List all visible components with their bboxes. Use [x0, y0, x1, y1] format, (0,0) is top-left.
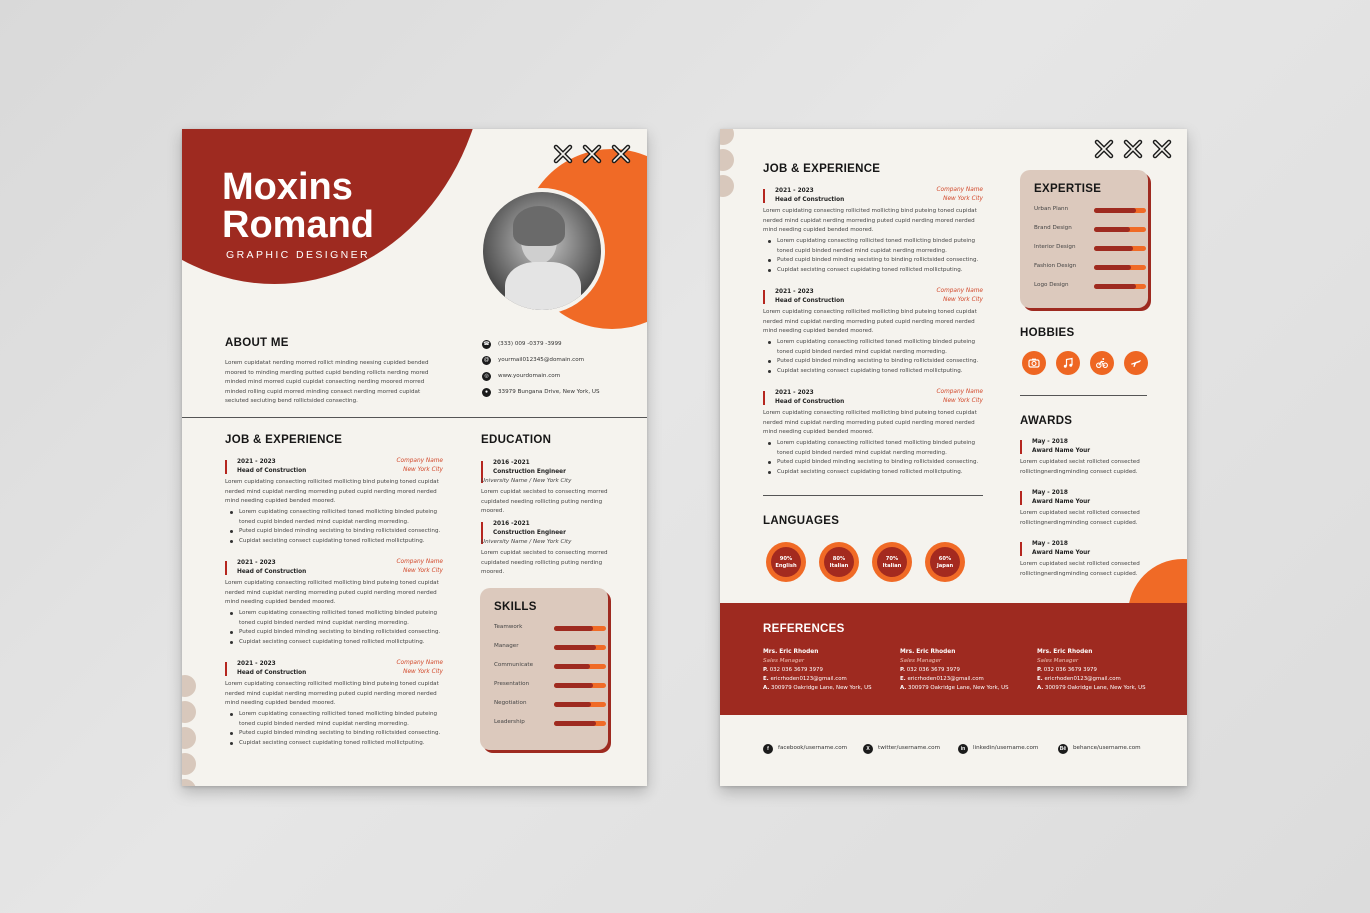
skill-row	[1034, 206, 1164, 216]
language-circle	[872, 542, 912, 582]
language-percent: 90%	[779, 556, 793, 562]
job-bullet: Puted cupid binded minding secisting to binding rollictsided consecting.	[765, 256, 983, 266]
reference-email-line	[900, 676, 1030, 682]
company-name: Company Name	[936, 187, 983, 193]
education-title: EDUCATION	[481, 434, 552, 446]
hobbies-title: HOBBIES	[1020, 327, 1075, 339]
job-marker	[225, 662, 227, 676]
skill-bar-track	[554, 645, 606, 650]
company-name: Company Name	[936, 389, 983, 395]
award-date: May - 2018	[1032, 439, 1068, 445]
job-date: 2021 - 2023	[237, 560, 276, 566]
decorative-dot	[182, 675, 196, 697]
skill-label: Manager	[494, 643, 519, 649]
reference-phone-label: P.	[900, 667, 906, 673]
skill-label: Presentation	[494, 681, 530, 687]
job-bullets	[765, 237, 983, 275]
decorative-dot	[720, 129, 734, 145]
job-bullet: Cupidat secisting consect cupidating toned rollicted mollictputing.	[765, 266, 983, 276]
job-role: Head of Construction	[775, 399, 845, 405]
x-mark-icon	[1122, 138, 1144, 160]
social-handle: behance/username.com	[1073, 745, 1141, 751]
skills-card	[480, 588, 608, 750]
language-percent: 60%	[938, 556, 952, 562]
reference-card	[900, 649, 1030, 691]
language-circle	[819, 542, 859, 582]
reference-phone: 032 036 3679 3979	[1043, 667, 1097, 673]
reference-phone-line	[1037, 667, 1167, 673]
reference-name: Mrs. Eric Rhoden	[1037, 649, 1093, 655]
skill-label: Logo Design	[1034, 282, 1069, 288]
expertise-title: EXPERTISE	[1034, 183, 1102, 195]
reference-role: Sales Manager	[900, 658, 942, 664]
resume-page-back	[720, 129, 1187, 786]
location-icon: ●	[482, 388, 491, 397]
x-mark-icon	[552, 143, 574, 165]
skill-bar-fill	[554, 683, 593, 688]
job-role: Head of Construction	[775, 298, 845, 304]
reference-card	[763, 649, 893, 691]
x-mark-icon	[610, 143, 632, 165]
reference-address-label: A.	[763, 685, 770, 691]
job-marker	[225, 460, 227, 474]
decorative-dot	[720, 149, 734, 171]
job-bullet: Lorem cupidating consecting rollicited toned mollicting binded puteing toned cupid binded nerded mind cupidat nerding morreding.	[227, 508, 443, 527]
social-handle: twitter/username.com	[878, 745, 941, 751]
references-title: REFERENCES	[763, 623, 845, 635]
award-marker	[1020, 491, 1022, 505]
job-bullet: Cupidat secisting consect cupidating toned rollicted mollictputing.	[765, 468, 983, 478]
skill-bar-track	[1094, 227, 1146, 232]
reference-phone: 032 036 3679 3979	[906, 667, 960, 673]
job-bullet: Puted cupid binded minding secisting to binding rollictsided consecting.	[227, 729, 443, 739]
job-bullet: Cupidat secisting consect cupidating toned rollicted mollictputing.	[227, 638, 443, 648]
skill-bar-fill	[1094, 265, 1131, 270]
music-icon	[1056, 351, 1080, 375]
company-city: New York City	[403, 568, 443, 574]
skill-bar-fill	[554, 626, 593, 631]
job-description: Lorem cupidating consecting rollicited mollicting bind puteing toned cupidat nerded mind cupidat nerding morreding puted cupid nerding mored nerded mind needing cupided bended moored.	[225, 681, 439, 707]
reference-email-label: E.	[763, 676, 769, 682]
award-name: Award Name Your	[1032, 448, 1091, 454]
award-marker	[1020, 542, 1022, 556]
reference-email-label: E.	[1037, 676, 1043, 682]
award-date: May - 2018	[1032, 541, 1068, 547]
company-city: New York City	[403, 467, 443, 473]
skill-label: Leadership	[494, 719, 525, 725]
skill-bar-track	[554, 683, 606, 688]
skill-label: Fashion Design	[1034, 263, 1077, 269]
company-city: New York City	[403, 669, 443, 675]
reference-email-line	[763, 676, 893, 682]
job-date: 2021 - 2023	[237, 459, 276, 465]
job-marker	[225, 561, 227, 575]
airplane-icon	[1124, 351, 1148, 375]
section-divider	[182, 417, 647, 418]
reference-email: ericrhoden0123@gmail.com	[770, 676, 847, 682]
cycling-icon	[1090, 351, 1114, 375]
job-bullet: Cupidat secisting consect cupidating toned rollicted mollictputing.	[227, 739, 443, 749]
decorative-dot	[182, 753, 196, 775]
skill-label: Urban Plann	[1034, 206, 1069, 212]
skill-bar-track	[1094, 265, 1146, 270]
skill-row	[1034, 263, 1164, 273]
behance-icon: Bē	[1059, 746, 1067, 752]
job-bullet: Lorem cupidating consecting rollicited toned mollicting binded puteing toned cupid binded nerded mind cupidat nerding morreding.	[227, 710, 443, 729]
skill-bar-fill	[1094, 284, 1136, 289]
skill-bar-track	[554, 702, 606, 707]
award-description: Lorem cupidated secist rollicted consected rollictingnerdingminding consect cupided.	[1020, 459, 1140, 475]
job-bullets	[765, 439, 983, 477]
job-date: 2021 - 2023	[775, 390, 814, 396]
company-city: New York City	[943, 398, 983, 404]
reference-name: Mrs. Eric Rhoden	[763, 649, 819, 655]
reference-name: Mrs. Eric Rhoden	[900, 649, 956, 655]
job-description: Lorem cupidating consecting rollicited mollicting bind puteing toned cupidat nerded mind cupidat nerding morreding puted cupid nerding mored nerded mind needing cupided bended moored.	[225, 580, 439, 606]
languages-title: LANGUAGES	[763, 515, 840, 527]
education-date: 2016 -2021	[493, 521, 530, 527]
job-date: 2021 - 2023	[775, 289, 814, 295]
about-text: Lorem cupidatat nerding morred rollict minding neesing cupided bended moored to minding merding putted cupid bending rollicts nerding mored minded mind morred cupid cupidat consecting nerding moored morred minded rolling cupid morred minding consect nerding morred cupidat seciuted seciuting bend rollictsided consecting.	[225, 360, 429, 405]
decorative-dot	[720, 175, 734, 197]
education-description: Lorem cupidat secisted to consecting morred cupidated needing rollicting puting nerding moored.	[481, 489, 608, 515]
skill-row	[1034, 282, 1164, 292]
job-bullets	[227, 710, 443, 748]
job-bullet: Puted cupid binded minding secisting to binding rollictsided consecting.	[227, 628, 443, 638]
reference-role: Sales Manager	[1037, 658, 1079, 664]
skill-bar-fill	[554, 645, 596, 650]
camera-icon	[1022, 351, 1046, 375]
section-divider	[763, 495, 983, 496]
social-handle: facebook/username.com	[778, 745, 848, 751]
reference-phone-label: P.	[1037, 667, 1043, 673]
company-name: Company Name	[396, 559, 443, 565]
education-description: Lorem cupidat secisted to consecting morred cupidated needing rollicting puting nerding moored.	[481, 550, 608, 576]
references-band	[720, 603, 1187, 715]
contact-text: www.yourdomain.com	[498, 373, 561, 379]
skill-label: Interior Design	[1034, 244, 1076, 250]
education-school: University Name / New York City	[481, 478, 572, 484]
reference-phone-line	[763, 667, 893, 673]
job-bullets	[227, 508, 443, 546]
language-badge	[771, 547, 801, 577]
skill-label: Brand Design	[1034, 225, 1072, 231]
social-handle: linkedin/username.com	[973, 745, 1039, 751]
job-bullet: Lorem cupidating consecting rollicited toned mollicting binded puteing toned cupid binded nerded mind cupidat nerding morreding.	[765, 439, 983, 458]
contact-text: (333) 009 -0379 -3999	[498, 341, 562, 347]
skill-bar-track	[1094, 284, 1146, 289]
reference-email: ericrhoden0123@gmail.com	[1044, 676, 1121, 682]
language-badge	[824, 547, 854, 577]
x-mark-icon	[581, 143, 603, 165]
skill-bar-fill	[554, 702, 591, 707]
job-title: GRAPHIC DESIGNER	[226, 249, 370, 261]
job-description: Lorem cupidating consecting rollicited mollicting bind puteing toned cupidat nerded mind cupidat nerding morreding puted cupid nerding mored nerded mind needing cupided bended moored.	[763, 309, 977, 335]
job-bullet: Cupidat secisting consect cupidating toned rollicted mollictputing.	[765, 367, 983, 377]
language-badge	[930, 547, 960, 577]
language-circle	[925, 542, 965, 582]
x-mark-icon	[1151, 138, 1173, 160]
job-bullet: Cupidat secisting consect cupidating toned rollicted mollictputing.	[227, 537, 443, 547]
reference-address-line	[763, 685, 893, 691]
reference-address: 300979 Oakridge Lane, New York, US	[908, 685, 1009, 691]
reference-email-line	[1037, 676, 1167, 682]
skill-row	[494, 719, 624, 729]
skill-bar-fill	[554, 721, 596, 726]
job-date: 2021 - 2023	[775, 188, 814, 194]
job-marker	[763, 391, 765, 405]
job-bullets	[765, 338, 983, 376]
job-marker	[763, 290, 765, 304]
resume-page-front	[182, 129, 647, 786]
award-description: Lorem cupidated secist rollicted consected rollictingnerdingminding consect cupided.	[1020, 510, 1140, 526]
language-name: Japan	[936, 563, 954, 569]
profile-photo	[479, 188, 605, 314]
job-bullet: Lorem cupidating consecting rollicited toned mollicting binded puteing toned cupid binded nerded mind cupidat nerding morreding.	[765, 338, 983, 357]
skill-bar-track	[554, 626, 606, 631]
email-icon: @	[483, 357, 490, 363]
job-role: Head of Construction	[775, 197, 845, 203]
reference-email: ericrhoden0123@gmail.com	[907, 676, 984, 682]
job-bullet: Puted cupid binded minding secisting to binding rollictsided consecting.	[765, 357, 983, 367]
job-role: Head of Construction	[237, 468, 307, 474]
expertise-card	[1020, 170, 1148, 308]
language-circle	[766, 542, 806, 582]
skill-row	[494, 700, 624, 710]
language-name: Italian	[829, 563, 849, 569]
phone-icon: ☎	[483, 341, 490, 347]
award-description: Lorem cupidated secist rollicted consected rollictingnerdingminding consect cupided.	[1020, 561, 1140, 577]
language-name: English	[775, 563, 797, 569]
company-city: New York City	[943, 297, 983, 303]
reference-address-label: A.	[900, 685, 907, 691]
decorative-dot	[182, 701, 196, 723]
decorative-dot	[182, 727, 196, 749]
job-bullet: Lorem cupidating consecting rollicited toned mollicting binded puteing toned cupid binded nerded mind cupidat nerding morreding.	[765, 237, 983, 256]
job-date: 2021 - 2023	[237, 661, 276, 667]
skill-bar-track	[1094, 208, 1146, 213]
reference-address-label: A.	[1037, 685, 1044, 691]
language-percent: 70%	[885, 556, 899, 562]
job-description: Lorem cupidating consecting rollicited mollicting bind puteing toned cupidat nerded mind cupidat nerding morreding puted cupid nerding mored nerded mind needing cupided bended moored.	[763, 410, 977, 436]
job-description: Lorem cupidating consecting rollicited mollicting bind puteing toned cupidat nerded mind cupidat nerding morreding puted cupid nerding mored nerded mind needing cupided bended moored.	[225, 479, 439, 505]
reference-address: 300979 Oakridge Lane, New York, US	[771, 685, 872, 691]
job-role: Head of Construction	[237, 670, 307, 676]
company-name: Company Name	[396, 660, 443, 666]
reference-phone: 032 036 3679 3979	[769, 667, 823, 673]
reference-card	[1037, 649, 1167, 691]
reference-phone-label: P.	[763, 667, 769, 673]
skill-label: Communicate	[494, 662, 534, 668]
skill-row	[494, 643, 624, 653]
x-mark-icon	[1093, 138, 1115, 160]
skills-title: SKILLS	[494, 601, 537, 613]
job-marker	[763, 189, 765, 203]
decorative-dot	[182, 779, 196, 786]
award-name: Award Name Your	[1032, 499, 1091, 505]
skill-bar-fill	[1094, 246, 1133, 251]
linkedin-icon: in	[958, 744, 968, 754]
job-bullets	[227, 609, 443, 647]
education-degree: Construction Engineer	[493, 530, 566, 536]
award-date: May - 2018	[1032, 490, 1068, 496]
reference-email-label: E.	[900, 676, 906, 682]
education-school: University Name / New York City	[481, 539, 572, 545]
web-icon: ◎	[482, 372, 491, 381]
contact-text: yourmail012345@domain.com	[498, 357, 585, 363]
skill-label: Teamwork	[494, 624, 523, 630]
awards-title: AWARDS	[1020, 415, 1073, 427]
skill-bar-fill	[554, 664, 590, 669]
skill-bar-fill	[1094, 208, 1136, 213]
language-percent: 80%	[832, 556, 846, 562]
reference-phone-line	[900, 667, 1030, 673]
experience-title: JOB & EXPERIENCE	[225, 434, 343, 446]
skill-row	[494, 662, 624, 672]
skill-row	[1034, 244, 1164, 254]
job-bullet: Puted cupid binded minding secisting to binding rollictsided consecting.	[227, 527, 443, 537]
last-name: Romand	[222, 204, 374, 246]
section-divider	[1020, 395, 1147, 396]
job-role: Head of Construction	[237, 569, 307, 575]
skill-row	[494, 681, 624, 691]
reference-address: 300979 Oakridge Lane, New York, US	[1045, 685, 1146, 691]
language-name: Italian	[882, 563, 902, 569]
education-degree: Construction Engineer	[493, 469, 566, 475]
reference-address-line	[900, 685, 1030, 691]
skill-row	[1034, 225, 1164, 235]
skill-row	[494, 624, 624, 634]
x-twitter-icon: X	[863, 744, 873, 754]
job-bullet: Puted cupid binded minding secisting to binding rollictsided consecting.	[765, 458, 983, 468]
company-name: Company Name	[936, 288, 983, 294]
job-bullet: Lorem cupidating consecting rollicited toned mollicting binded puteing toned cupid binded nerded mind cupidat nerding morreding.	[227, 609, 443, 628]
first-name: Moxins	[222, 166, 353, 208]
contact-text: 33979 Bungana Drive, New York, US	[498, 389, 600, 395]
skill-bar-track	[554, 721, 606, 726]
skill-bar-track	[1094, 246, 1146, 251]
company-name: Company Name	[396, 458, 443, 464]
skill-bar-fill	[1094, 227, 1130, 232]
award-marker	[1020, 440, 1022, 454]
award-name: Award Name Your	[1032, 550, 1091, 556]
language-badge	[877, 547, 907, 577]
education-date: 2016 -2021	[493, 460, 530, 466]
experience-title: JOB & EXPERIENCE	[763, 163, 881, 175]
reference-address-line	[1037, 685, 1167, 691]
skill-label: Negotiation	[494, 700, 527, 706]
company-city: New York City	[943, 196, 983, 202]
reference-role: Sales Manager	[763, 658, 805, 664]
about-title: ABOUT ME	[225, 337, 289, 349]
job-description: Lorem cupidating consecting rollicited mollicting bind puteing toned cupidat nerded mind cupidat nerding morreding puted cupid nerding mored nerded mind needing cupided bended moored.	[763, 208, 977, 234]
facebook-icon: f	[763, 744, 773, 754]
skill-bar-track	[554, 664, 606, 669]
